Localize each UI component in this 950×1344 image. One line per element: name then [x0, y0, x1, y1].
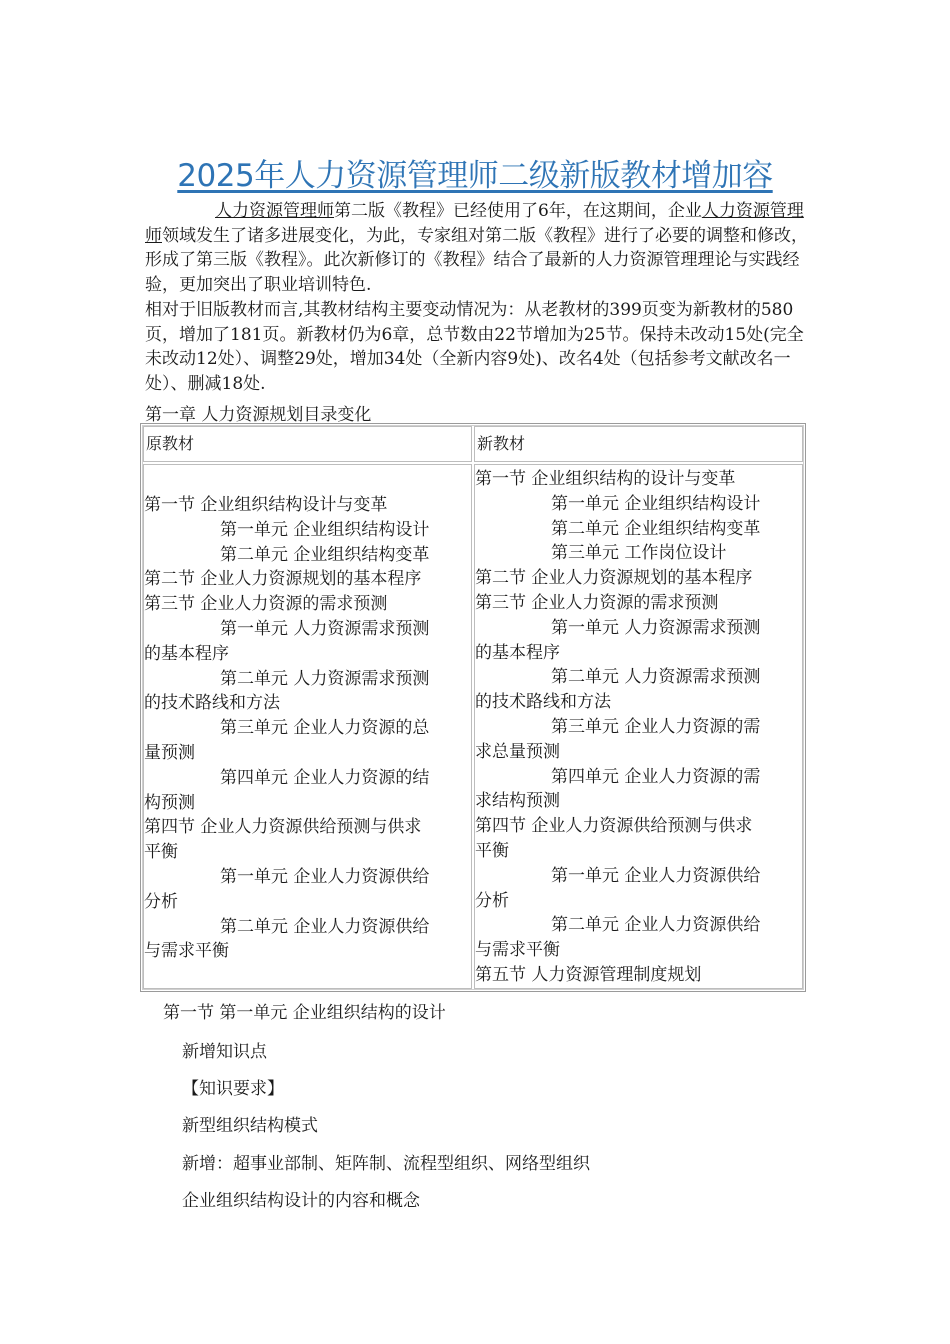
old-toc-line: 第二单元 企业人力资源供给 — [220, 916, 430, 937]
new-toc-line: 第一单元 企业人力资源供给 — [551, 865, 761, 886]
new-toc-line: 第二单元 企业组织结构变革 — [551, 518, 761, 539]
old-toc-line: 第二节 企业人力资源规划的基本程序 — [144, 569, 422, 590]
new-toc-line: 第二单元 人力资源需求预测 — [551, 667, 761, 688]
intro-paragraph-1 — [145, 199, 810, 297]
new-toc-line: 第一单元 企业组织结构设计 — [551, 493, 761, 514]
old-toc-line: 第一单元 人力资源需求预测 — [220, 618, 430, 639]
old-toc-line: 第一节 企业组织结构设计与变革 — [144, 495, 388, 515]
after-line: 新增：超事业部制、矩阵制、流程型组织、网络型组织 — [182, 1154, 590, 1174]
old-toc-line: 第四节 企业人力资源供给预测与供求 — [144, 817, 422, 838]
intro-paragraph-2: 相对于旧版教材而言,其教材结构主要变动情况为：从老教材的399页变为新教材的580页，增加了181页。新教材仍为6章，总节数由22节增加为25节。保持未改动15处(完全未改动12处）、调整29处，增加34处（全新内容9处)、改名4处（包括参考文献改名一处）、删减18处. — [145, 300, 804, 394]
old-toc-line: 第一单元 企业组织结构设计 — [220, 519, 430, 540]
new-toc-line: 第四节 企业人力资源供给预测与供求 — [475, 816, 753, 837]
new-toc-line: 第三单元 工作岗位设计 — [551, 543, 727, 564]
new-toc-line: 分析 — [475, 890, 509, 911]
old-toc-line: 第四单元 企业人力资源的结 — [220, 767, 430, 788]
old-toc-line: 平衡 — [144, 842, 178, 863]
new-toc-line: 第一节 企业组织结构的设计与变革 — [475, 469, 736, 489]
new-toc-line: 与需求平衡 — [475, 940, 560, 961]
after-line: 【知识要求】 — [182, 1079, 284, 1099]
old-toc-line: 第三单元 企业人力资源的总 — [220, 718, 430, 739]
old-toc-line: 与需求平衡 — [144, 941, 229, 962]
new-toc-cell — [474, 464, 803, 989]
old-toc-line: 量预测 — [144, 742, 195, 763]
header-old: 原教材 — [143, 426, 472, 462]
old-toc-line: 分析 — [144, 891, 178, 912]
header-new: 新教材 — [474, 426, 803, 462]
hrm-link-2[interactable]: 人力资源管理师 — [145, 201, 804, 246]
intro-text-b: 领域发生了诸多进展变化，为此，专家组对第二版《教程》进行了必要的调整和修改，形成了第三版《教程》。此次新修订的《教程》结合了最新的人力资源管理理论与实践经验，更加突出了职业培训特色. — [145, 225, 808, 295]
new-toc-line: 第三单元 企业人力资源的需 — [551, 716, 761, 737]
old-toc-cell — [143, 464, 472, 989]
chapter-heading: 第一章 人力资源规划目录变化 — [145, 405, 372, 425]
new-toc-line: 平衡 — [475, 840, 509, 861]
after-line: 新型组织结构模式 — [182, 1116, 318, 1136]
section-note: 第一节 第一单元 企业组织结构的设计 — [163, 1003, 446, 1023]
after-line: 企业组织结构设计的内容和概念 — [182, 1191, 420, 1211]
old-toc-line: 构预测 — [144, 792, 195, 813]
hrm-link-1[interactable]: 人力资源管理师 — [215, 201, 334, 221]
old-toc-line: 的基本程序 — [144, 643, 229, 664]
document-title: 2025年人力资源管理师二级新版教材增加容 — [177, 158, 773, 194]
intro-text-a: 第二版《教程》已经使用了6年，在这期间，企业 — [334, 201, 702, 221]
table-header-row — [143, 426, 803, 462]
old-toc-line: 的技术路线和方法 — [144, 693, 280, 714]
new-toc-line: 第四单元 企业人力资源的需 — [551, 766, 761, 787]
new-toc-line: 的基本程序 — [475, 642, 560, 663]
old-toc-line: 第二单元 企业组织结构变革 — [220, 544, 430, 565]
old-toc-line: 第二单元 人力资源需求预测 — [220, 668, 430, 689]
new-toc-line: 第五节 人力资源管理制度规划 — [475, 964, 702, 985]
table-body-row — [143, 464, 803, 989]
new-toc-line: 第三节 企业人力资源的需求预测 — [475, 592, 719, 613]
new-toc-line: 第一单元 人力资源需求预测 — [551, 617, 761, 638]
new-toc-line: 求结构预测 — [475, 791, 560, 812]
old-toc-line: 第一单元 企业人力资源供给 — [220, 866, 430, 887]
old-toc-line: 第三节 企业人力资源的需求预测 — [144, 594, 388, 615]
comparison-table — [140, 423, 806, 992]
new-toc-line: 第二节 企业人力资源规划的基本程序 — [475, 568, 753, 589]
new-toc-line: 第二单元 企业人力资源供给 — [551, 915, 761, 936]
new-toc-line: 求总量预测 — [475, 741, 560, 762]
after-line: 新增知识点 — [182, 1042, 267, 1062]
new-toc-line: 的技术路线和方法 — [475, 692, 611, 713]
